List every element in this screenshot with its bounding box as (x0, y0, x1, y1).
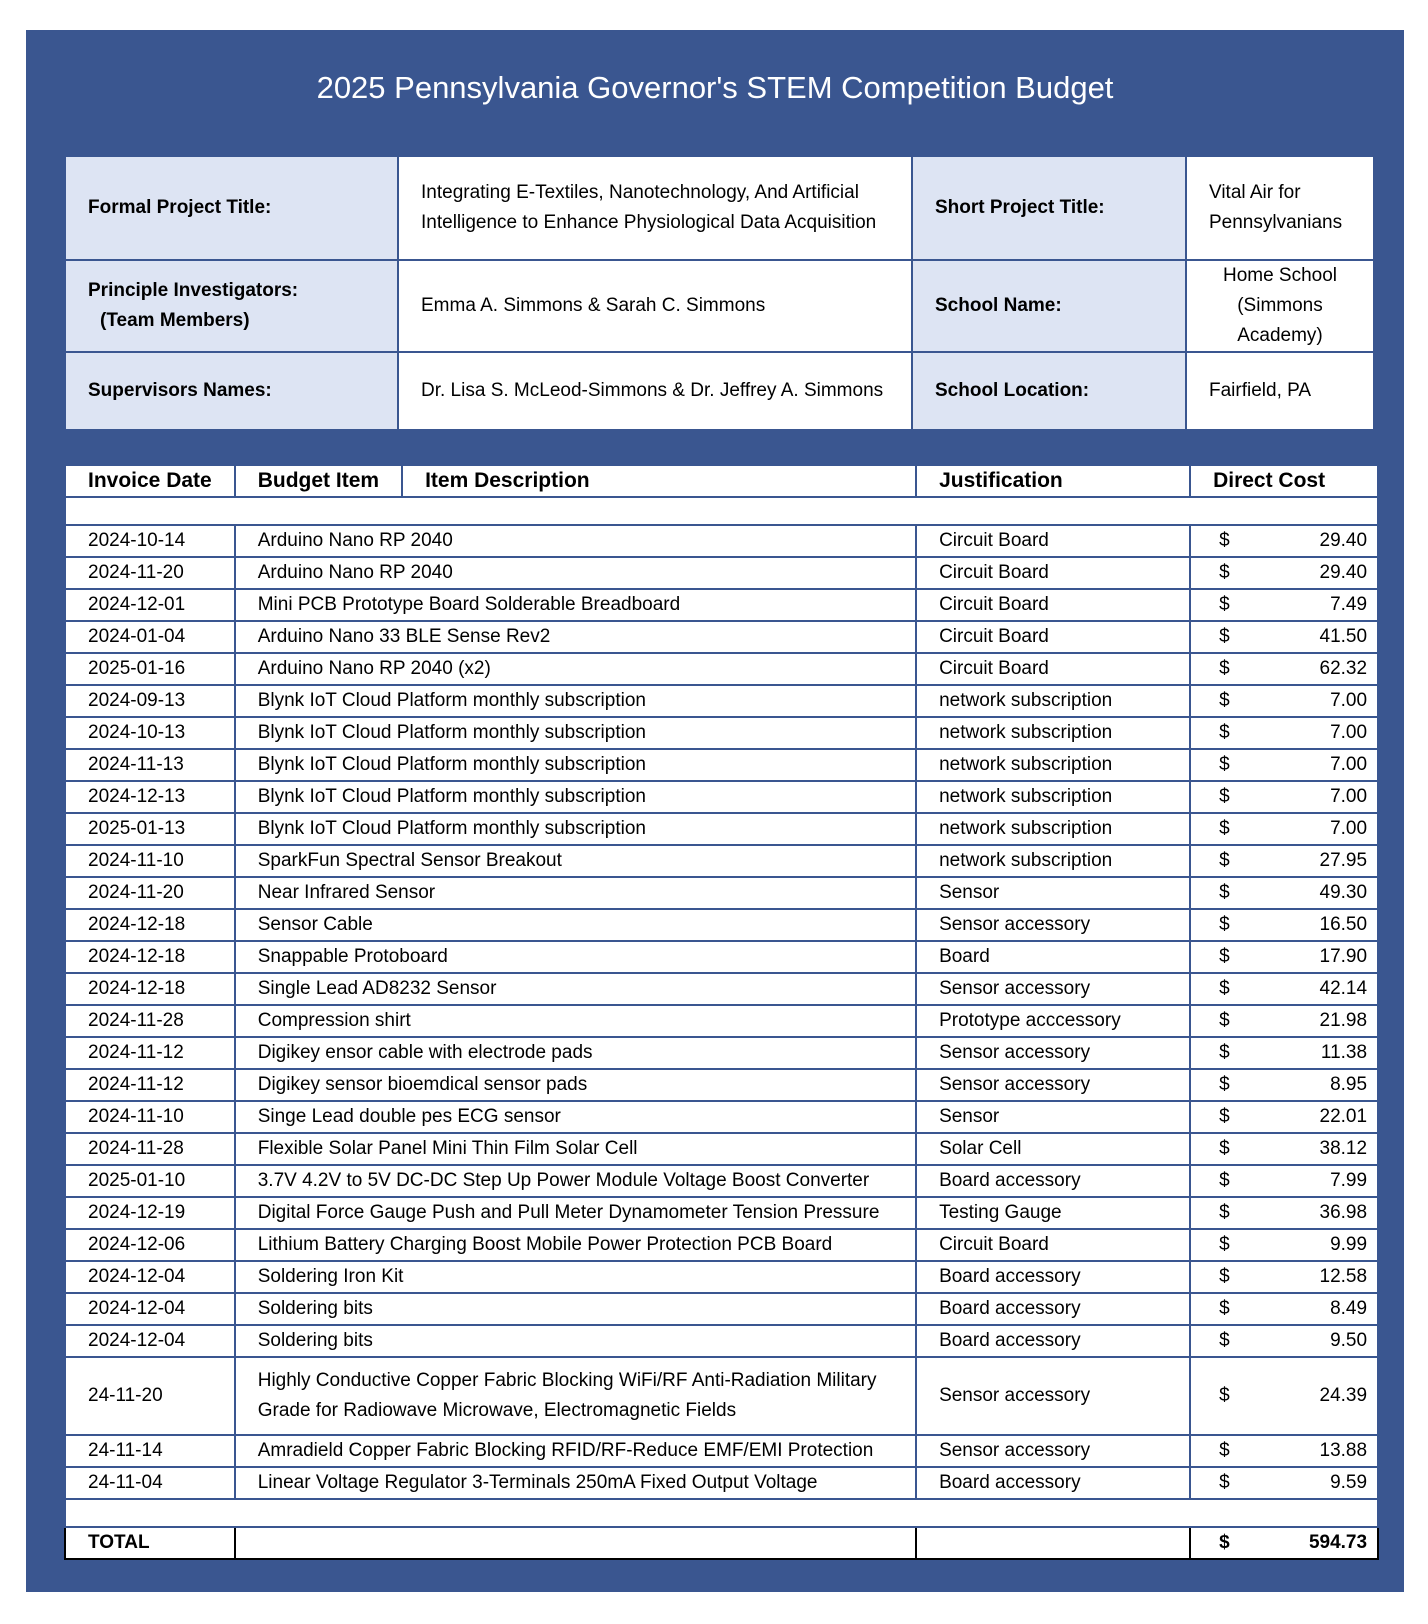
school-location-value: Fairfield, PA (1186, 352, 1374, 430)
project-info-table (64, 155, 1375, 431)
row-date: 2024-11-28 (65, 1005, 235, 1037)
row-date: 2024-01-04 (65, 621, 235, 653)
row-date: 2025-01-13 (65, 813, 235, 845)
row-cost (1190, 1261, 1378, 1293)
cost-amount: 11.38 (1320, 1042, 1368, 1063)
total-blank (916, 1527, 1190, 1559)
row-date: 2024-11-20 (65, 557, 235, 589)
row-description: Linear Voltage Regulator 3-Terminals 250mA Fixed Output Voltage (235, 1467, 916, 1499)
row-description: Snappable Protoboard (235, 941, 916, 973)
currency-symbol: $ (1219, 978, 1230, 999)
cost-amount: 7.00 (1330, 818, 1368, 839)
cost-amount: 29.40 (1319, 530, 1368, 551)
row-description: Blynk IoT Cloud Platform monthly subscription (235, 717, 916, 749)
row-date: 2024-10-14 (65, 525, 235, 557)
row-justification: network subscription (916, 685, 1190, 717)
budget-row (65, 685, 1378, 717)
currency-symbol: $ (1219, 1106, 1230, 1127)
row-justification: Prototype acccessory (916, 1005, 1190, 1037)
row-justification: Circuit Board (916, 653, 1190, 685)
col-header-justification: Justification (916, 465, 1190, 497)
row-cost (1190, 1435, 1378, 1467)
row-description: Mini PCB Prototype Board Solderable Breadboard (235, 589, 916, 621)
col-header-description: Item Description (402, 465, 916, 497)
row-description: Single Lead AD8232 Sensor (235, 973, 916, 1005)
cost-amount: 38.12 (1319, 1138, 1368, 1159)
row-description: Digikey sensor bioemdical sensor pads (235, 1069, 916, 1101)
cost-amount: 7.00 (1330, 786, 1368, 807)
currency-symbol: $ (1219, 882, 1230, 903)
row-cost (1190, 1197, 1378, 1229)
supervisors-label: Supervisors Names: (65, 352, 398, 430)
row-cost (1190, 1467, 1378, 1499)
currency-symbol: $ (1219, 1138, 1230, 1159)
row-cost (1190, 1005, 1378, 1037)
pi-label-line2: (Team Members) (100, 310, 250, 331)
row-justification: Board accessory (916, 1261, 1190, 1293)
cost-amount: 22.01 (1319, 1106, 1368, 1127)
row-date: 2024-12-04 (65, 1325, 235, 1357)
cost-amount: 12.58 (1319, 1266, 1368, 1287)
row-date: 24-11-14 (65, 1435, 235, 1467)
pi-value: Emma A. Simmons & Sarah C. Simmons (398, 260, 912, 352)
row-cost (1190, 749, 1378, 781)
row-date: 2024-12-19 (65, 1197, 235, 1229)
row-description: Blynk IoT Cloud Platform monthly subscription (235, 781, 916, 813)
row-date: 24-11-20 (65, 1357, 235, 1435)
row-description: Compression shirt (235, 1005, 916, 1037)
row-justification: network subscription (916, 845, 1190, 877)
pi-label-line1: Principle Investigators: (88, 280, 299, 301)
spacer-row (65, 497, 1378, 525)
currency-symbol: $ (1219, 1234, 1230, 1255)
budget-row (65, 1197, 1378, 1229)
cost-amount: 41.50 (1319, 626, 1368, 647)
row-date: 2024-12-13 (65, 781, 235, 813)
row-date: 2024-12-01 (65, 589, 235, 621)
row-date: 2024-11-20 (65, 877, 235, 909)
currency-symbol: $ (1219, 850, 1230, 871)
row-date: 2024-11-10 (65, 1101, 235, 1133)
spacer-row (65, 1499, 1378, 1527)
currency-symbol: $ (1219, 1472, 1230, 1493)
budget-row (65, 877, 1378, 909)
row-justification: Board accessory (916, 1293, 1190, 1325)
budget-row (65, 1133, 1378, 1165)
row-cost (1190, 909, 1378, 941)
cost-amount: 27.95 (1319, 850, 1368, 871)
page-title: 2025 Pennsylvania Governor's STEM Competition Budget (316, 70, 1114, 105)
budget-row (65, 1467, 1378, 1499)
row-description: Highly Conductive Copper Fabric Blocking WiFi/RF Anti-Radiation Military Grade for Radiowave Microwave, Electromagnetic Fields (235, 1357, 916, 1435)
cost-amount: 16.50 (1319, 914, 1368, 935)
currency-symbol: $ (1219, 722, 1230, 743)
row-description: Soldering bits (235, 1293, 916, 1325)
row-description: Digikey ensor cable with electrode pads (235, 1037, 916, 1069)
row-justification: network subscription (916, 813, 1190, 845)
row-date: 2025-01-16 (65, 653, 235, 685)
budget-row (65, 525, 1378, 557)
row-date: 24-11-04 (65, 1467, 235, 1499)
cost-amount: 7.49 (1330, 594, 1368, 615)
cost-amount: 9.59 (1330, 1472, 1368, 1493)
budget-sheet (26, 30, 1404, 1592)
row-description: Arduino Nano RP 2040 (235, 525, 916, 557)
row-cost (1190, 653, 1378, 685)
row-justification: Sensor accessory (916, 1435, 1190, 1467)
row-description: Lithium Battery Charging Boost Mobile Power Protection PCB Board (235, 1229, 916, 1261)
currency-symbol: $ (1219, 754, 1230, 775)
row-justification: Sensor accessory (916, 909, 1190, 941)
currency-symbol: $ (1219, 946, 1230, 967)
row-cost (1190, 845, 1378, 877)
row-description: Blynk IoT Cloud Platform monthly subscription (235, 685, 916, 717)
cost-amount: 21.98 (1319, 1010, 1368, 1031)
row-description: Blynk IoT Cloud Platform monthly subscription (235, 749, 916, 781)
row-cost (1190, 1037, 1378, 1069)
cost-amount: 9.50 (1330, 1330, 1368, 1351)
budget-items-table (64, 464, 1379, 1560)
total-cost (1190, 1527, 1378, 1559)
row-description: Soldering Iron Kit (235, 1261, 916, 1293)
row-cost (1190, 973, 1378, 1005)
row-cost (1190, 717, 1378, 749)
cost-amount: 8.95 (1330, 1074, 1368, 1095)
row-date: 2024-12-04 (65, 1293, 235, 1325)
budget-row (65, 973, 1378, 1005)
row-date: 2024-12-18 (65, 973, 235, 1005)
row-date: 2024-09-13 (65, 685, 235, 717)
row-cost (1190, 941, 1378, 973)
budget-row (65, 1037, 1378, 1069)
row-date: 2024-12-06 (65, 1229, 235, 1261)
budget-row (65, 653, 1378, 685)
row-date: 2024-12-18 (65, 909, 235, 941)
budget-row (65, 845, 1378, 877)
currency-symbol: $ (1219, 1202, 1230, 1223)
row-date: 2024-11-12 (65, 1037, 235, 1069)
row-date: 2024-12-18 (65, 941, 235, 973)
total-label: TOTAL (65, 1527, 235, 1559)
cost-amount: 7.00 (1330, 754, 1368, 775)
cost-amount: 24.39 (1319, 1385, 1368, 1406)
row-cost (1190, 621, 1378, 653)
row-justification: network subscription (916, 749, 1190, 781)
row-cost (1190, 1293, 1378, 1325)
currency-symbol: $ (1219, 690, 1230, 711)
budget-row (65, 909, 1378, 941)
budget-row (65, 717, 1378, 749)
currency-symbol: $ (1219, 786, 1230, 807)
short-title-value: Vital Air for Pennsylvanians (1186, 156, 1374, 260)
school-name-value: Home School (Simmons Academy) (1186, 260, 1374, 352)
row-cost (1190, 589, 1378, 621)
row-date: 2024-12-04 (65, 1261, 235, 1293)
row-cost (1190, 1165, 1378, 1197)
currency-symbol: $ (1219, 1266, 1230, 1287)
row-cost (1190, 1325, 1378, 1357)
cost-amount: 62.32 (1319, 658, 1368, 679)
budget-row (65, 813, 1378, 845)
cost-amount: 49.30 (1319, 882, 1368, 903)
row-justification: Sensor (916, 1101, 1190, 1133)
row-date: 2024-11-13 (65, 749, 235, 781)
currency-symbol: $ (1219, 818, 1230, 839)
budget-row (65, 589, 1378, 621)
currency-symbol: $ (1219, 1440, 1230, 1461)
cost-amount: 9.99 (1330, 1234, 1368, 1255)
row-cost (1190, 1069, 1378, 1101)
row-cost (1190, 557, 1378, 589)
col-header-cost: Direct Cost (1190, 465, 1378, 497)
row-justification: Sensor accessory (916, 1069, 1190, 1101)
total-blank (235, 1527, 916, 1559)
currency-symbol: $ (1219, 1385, 1230, 1406)
currency-symbol: $ (1219, 658, 1230, 679)
cost-amount: 8.49 (1330, 1298, 1368, 1319)
formal-title-label: Formal Project Title: (65, 156, 398, 260)
budget-row (65, 1357, 1378, 1435)
school-location-label: School Location: (912, 352, 1186, 430)
row-justification: Solar Cell (916, 1133, 1190, 1165)
currency-symbol: $ (1219, 562, 1230, 583)
row-justification: Board accessory (916, 1467, 1190, 1499)
currency-symbol: $ (1219, 1010, 1230, 1031)
header-row (65, 465, 1378, 497)
row-justification: Board accessory (916, 1325, 1190, 1357)
budget-row (65, 1325, 1378, 1357)
budget-row (65, 781, 1378, 813)
budget-row (65, 1435, 1378, 1467)
budget-row (65, 749, 1378, 781)
currency-symbol: $ (1219, 530, 1230, 551)
row-justification: Board (916, 941, 1190, 973)
budget-rows (65, 525, 1378, 1499)
row-cost (1190, 1133, 1378, 1165)
cost-amount: 17.90 (1319, 946, 1368, 967)
row-cost (1190, 1357, 1378, 1435)
currency-symbol: $ (1219, 626, 1230, 647)
row-justification: Sensor accessory (916, 973, 1190, 1005)
currency-symbol: $ (1219, 1330, 1230, 1351)
cost-amount: 7.00 (1330, 722, 1368, 743)
row-justification: Sensor (916, 877, 1190, 909)
row-date: 2024-11-12 (65, 1069, 235, 1101)
row-description: Digital Force Gauge Push and Pull Meter Dynamometer Tension Pressure (235, 1197, 916, 1229)
budget-row (65, 1005, 1378, 1037)
row-description: Sensor Cable (235, 909, 916, 941)
row-justification: Testing Gauge (916, 1197, 1190, 1229)
cost-amount: 13.88 (1319, 1440, 1368, 1461)
row-justification: Circuit Board (916, 557, 1190, 589)
row-justification: Sensor accessory (916, 1037, 1190, 1069)
currency-symbol: $ (1219, 914, 1230, 935)
row-cost (1190, 1229, 1378, 1261)
row-description: Flexible Solar Panel Mini Thin Film Solar Cell (235, 1133, 916, 1165)
budget-row (65, 1229, 1378, 1261)
currency-symbol: $ (1219, 1074, 1230, 1095)
row-justification: Sensor accessory (916, 1357, 1190, 1435)
budget-row (65, 1165, 1378, 1197)
row-description: Arduino Nano 33 BLE Sense Rev2 (235, 621, 916, 653)
school-name-label: School Name: (912, 260, 1186, 352)
row-cost (1190, 813, 1378, 845)
budget-row (65, 1069, 1378, 1101)
formal-title-value: Integrating E-Textiles, Nanotechnology, And Artificial Intelligence to Enhance Physiological Data Acquisition (398, 156, 912, 260)
cost-amount: 36.98 (1319, 1202, 1368, 1223)
currency-symbol: $ (1219, 594, 1230, 615)
row-description: Near Infrared Sensor (235, 877, 916, 909)
currency-symbol: $ (1219, 1170, 1230, 1191)
currency-symbol: $ (1219, 1298, 1230, 1319)
currency-symbol: $ (1219, 1532, 1230, 1553)
row-description: Arduino Nano RP 2040 (x2) (235, 653, 916, 685)
row-justification: Circuit Board (916, 621, 1190, 653)
row-description: 3.7V 4.2V to 5V DC-DC Step Up Power Module Voltage Boost Converter (235, 1165, 916, 1197)
row-justification: Board accessory (916, 1165, 1190, 1197)
row-date: 2024-11-28 (65, 1133, 235, 1165)
row-cost (1190, 781, 1378, 813)
row-date: 2024-10-13 (65, 717, 235, 749)
col-header-date: Invoice Date (65, 465, 235, 497)
row-description: Soldering bits (235, 1325, 916, 1357)
row-date: 2025-01-10 (65, 1165, 235, 1197)
budget-row (65, 1101, 1378, 1133)
cost-amount: 42.14 (1319, 978, 1368, 999)
row-description: Singe Lead double pes ECG sensor (235, 1101, 916, 1133)
budget-row (65, 941, 1378, 973)
row-cost (1190, 685, 1378, 717)
row-justification: network subscription (916, 781, 1190, 813)
budget-row (65, 1261, 1378, 1293)
row-date: 2024-11-10 (65, 845, 235, 877)
row-justification: Circuit Board (916, 1229, 1190, 1261)
pi-label (65, 260, 398, 352)
budget-row (65, 1293, 1378, 1325)
cost-amount: 7.99 (1330, 1170, 1368, 1191)
short-title-label: Short Project Title: (912, 156, 1186, 260)
row-cost (1190, 877, 1378, 909)
row-cost (1190, 525, 1378, 557)
row-description: Arduino Nano RP 2040 (235, 557, 916, 589)
cost-amount: 29.40 (1319, 562, 1368, 583)
row-description: SparkFun Spectral Sensor Breakout (235, 845, 916, 877)
budget-row (65, 621, 1378, 653)
budget-row (65, 557, 1378, 589)
row-description: Amradield Copper Fabric Blocking RFID/RF-Reduce EMF/EMI Protection (235, 1435, 916, 1467)
row-justification: Circuit Board (916, 589, 1190, 621)
total-amount: 594.73 (1308, 1532, 1368, 1553)
col-header-item: Budget Item (235, 465, 402, 497)
row-justification: network subscription (916, 717, 1190, 749)
row-description: Blynk IoT Cloud Platform monthly subscription (235, 813, 916, 845)
row-cost (1190, 1101, 1378, 1133)
total-row (65, 1527, 1378, 1559)
currency-symbol: $ (1219, 1042, 1230, 1063)
cost-amount: 7.00 (1330, 690, 1368, 711)
supervisors-value: Dr. Lisa S. McLeod-Simmons & Dr. Jeffrey A. Simmons (398, 352, 912, 430)
row-justification: Circuit Board (916, 525, 1190, 557)
